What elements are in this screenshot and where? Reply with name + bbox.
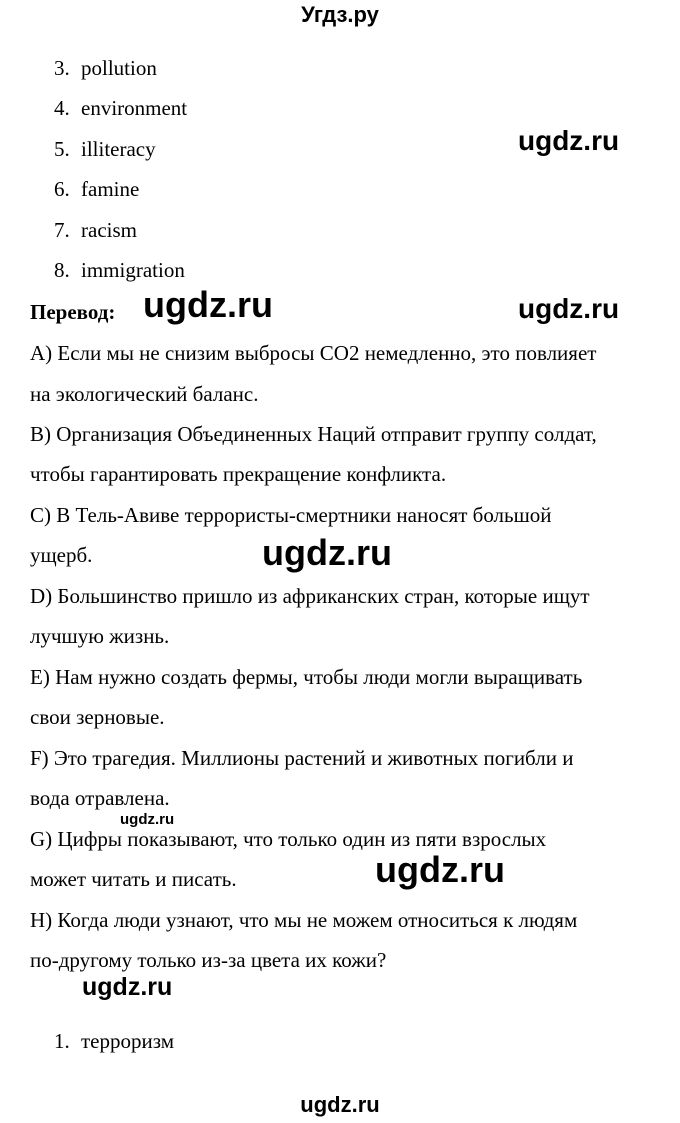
site-footer: ugdz.ru — [300, 1092, 380, 1117]
translation-line: B) Организация Объединенных Наций отправит группу солдат, — [30, 422, 597, 446]
list-item-text: famine — [81, 177, 140, 201]
translation-line: G) Цифры показывают, что только один из пяти взрослых — [30, 827, 547, 851]
translation-line: F) Это трагедия. Миллионы растений и животных погибли и — [30, 746, 574, 770]
translation-line: E) Нам нужно создать фермы, чтобы люди могли выращивать — [30, 665, 583, 689]
list-item — [54, 98, 187, 119]
list-item-number: 4. — [54, 96, 70, 120]
list-item-number: 1. — [54, 1029, 70, 1053]
translation-line: A) Если мы не снизим выбросы CO2 немедленно, это повлияет — [30, 341, 597, 365]
watermark: ugdz.ru — [143, 284, 273, 325]
translation-heading: Перевод: — [30, 300, 116, 324]
list-item-number: 6. — [54, 177, 70, 201]
translation-line: свои зерновые. — [30, 705, 165, 729]
list-item-number: 7. — [54, 218, 70, 242]
list-item-text: illiteracy — [81, 137, 156, 161]
list-item — [54, 58, 157, 79]
translation-line: лучшую жизнь. — [30, 624, 170, 648]
watermark: ugdz.ru — [518, 125, 620, 156]
watermark: ugdz.ru — [518, 293, 620, 324]
list-item-text: терроризм — [81, 1029, 175, 1053]
list-item-number: 5. — [54, 137, 70, 161]
translation-line: на экологический баланс. — [30, 382, 259, 406]
watermark: ugdz.ru — [262, 532, 392, 573]
watermark: ugdz.ru — [82, 973, 173, 1001]
site-header: Угдз.ру — [301, 2, 379, 27]
list-item-text: immigration — [81, 258, 185, 282]
translation-line: ущерб. — [30, 543, 93, 567]
list-item — [54, 179, 139, 200]
list-item-text: pollution — [81, 56, 157, 80]
list-item — [54, 1031, 174, 1052]
list-item-text: racism — [81, 218, 137, 242]
translation-line: чтобы гарантировать прекращение конфликта. — [30, 462, 447, 486]
list-item — [54, 260, 185, 281]
translation-line: D) Большинство пришло из африканских стран, которые ищут — [30, 584, 590, 608]
list-item — [54, 139, 156, 160]
list-item-text: environment — [81, 96, 188, 120]
translation-line: по-другому только из-за цвета их кожи? — [30, 948, 387, 972]
watermark: ugdz.ru — [375, 849, 505, 890]
translation-line: H) Когда люди узнают, что мы не можем относиться к людям — [30, 908, 578, 932]
watermark: ugdz.ru — [120, 811, 175, 828]
translation-line: вода отравлена. — [30, 786, 170, 810]
translation-line: может читать и писать. — [30, 867, 237, 891]
translation-line: C) В Тель-Авиве террористы-смертники наносят большой — [30, 503, 552, 527]
list-item — [54, 220, 137, 241]
list-item-number: 3. — [54, 56, 70, 80]
list-item-number: 8. — [54, 258, 70, 282]
